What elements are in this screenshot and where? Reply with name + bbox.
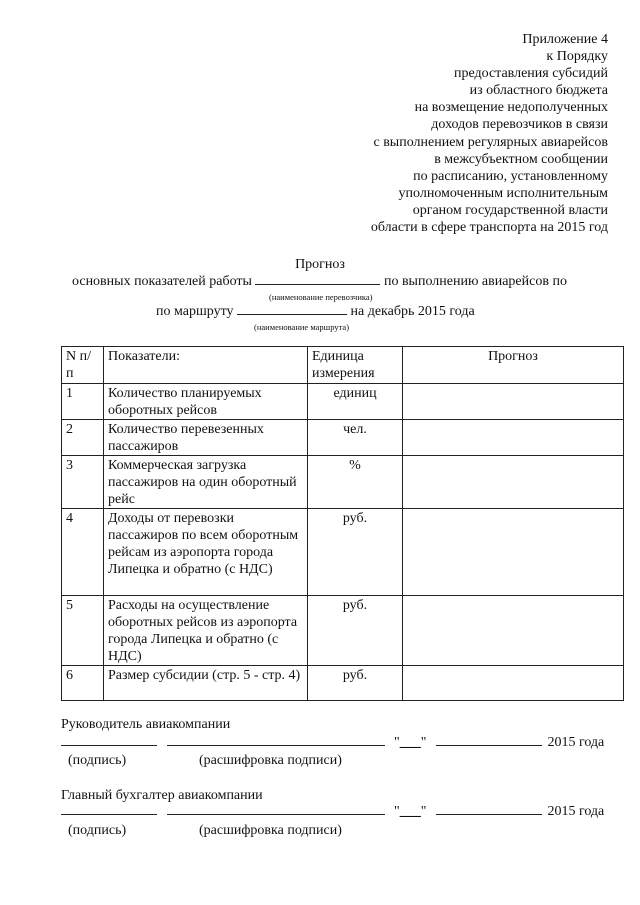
route-hint: (наименование маршрута) (254, 322, 350, 332)
row-indicator: Количество перевезенных пассажиров (104, 420, 308, 456)
row-unit: руб. (308, 596, 403, 666)
header-unit-label: Единица измерения (312, 349, 375, 381)
row-num: 6 (62, 666, 104, 701)
header-unit (308, 347, 403, 384)
row-forecast-cell[interactable] (403, 384, 624, 420)
row-unit: руб. (308, 509, 403, 596)
header-line: предоставления субсидий (453, 66, 608, 82)
header-line: органом государственной власти (412, 202, 608, 218)
accountant-title: Главный бухгалтер авиакомпании (61, 788, 263, 803)
row-forecast-cell[interactable] (403, 456, 624, 509)
director-quote-close: " (420, 735, 427, 750)
row-unit: руб. (308, 666, 403, 701)
title-line-2-right: на декабрь 2015 года (350, 304, 475, 319)
table-row (62, 596, 624, 666)
row-num: 1 (62, 384, 104, 420)
row-unit: единиц (308, 384, 403, 420)
carrier-name-blank[interactable] (255, 283, 380, 285)
accountant-decode-blank[interactable] (167, 813, 385, 815)
header-line: уполномоченным исполнительным (398, 185, 608, 201)
accountant-quote-close: " (420, 804, 427, 819)
table-header-row (62, 347, 624, 384)
carrier-hint: (наименование перевозчика) (269, 292, 373, 302)
title-line-2 (156, 304, 475, 320)
header-line: Приложение 4 (522, 32, 608, 47)
header-num (62, 347, 104, 384)
header-line: из областного бюджета (469, 83, 608, 99)
table-row (62, 666, 624, 701)
director-decode-blank[interactable] (167, 744, 385, 746)
row-forecast-cell[interactable] (403, 509, 624, 596)
accountant-day-blank[interactable]: ___ (399, 804, 421, 819)
table-row (62, 509, 624, 596)
row-forecast-cell[interactable] (403, 666, 624, 701)
title-line-2-left: по маршруту (156, 304, 234, 319)
title-line-1 (72, 274, 567, 290)
header-indicator (104, 347, 308, 384)
header-line: области в сфере транспорта на 2015 год (370, 220, 608, 236)
header-line: доходов перевозчиков в связи (431, 117, 608, 133)
row-unit: чел. (308, 420, 403, 456)
accountant-year-text: 2015 года (547, 804, 605, 819)
title-line-1-right: по выполнению авиарейсов по (383, 274, 567, 289)
director-signature-blank[interactable] (61, 744, 157, 746)
director-signature-label: (подпись) (68, 753, 127, 768)
accountant-signature-line (61, 804, 605, 820)
row-indicator: Количество планируемых оборотных рейсов (104, 384, 308, 420)
header-line: в межсубъектном сообщении (434, 151, 608, 167)
header-forecast (403, 347, 624, 384)
header-line: к Порядку (546, 49, 608, 65)
director-title: Руководитель авиакомпании (61, 717, 231, 732)
row-indicator: Доходы от перевозки пассажиров по всем оборотным рейсам из аэропорта города Липецка и обратно (с НДС) (104, 509, 308, 596)
row-forecast-cell[interactable] (403, 420, 624, 456)
row-indicator: Расходы на осуществление оборотных рейсов из аэропорта города Липецка и обратно (с НДС) (104, 596, 308, 666)
header-line: по расписанию, установленному (413, 168, 608, 184)
appendix-header (371, 31, 608, 236)
director-month-blank[interactable] (436, 744, 542, 746)
forecast-table (61, 346, 624, 701)
accountant-month-blank[interactable] (436, 813, 542, 815)
director-day-blank[interactable]: ___ (399, 735, 421, 750)
header-line: на возмещение недополученных (414, 100, 608, 116)
director-quote-open: " (394, 735, 400, 750)
accountant-signature-label: (подпись) (68, 823, 127, 838)
row-num: 2 (62, 420, 104, 456)
row-num: 3 (62, 456, 104, 509)
director-year-text: 2015 года (547, 735, 605, 750)
director-decode-label: (расшифровка подписи) (199, 753, 342, 768)
accountant-quote-open: " (394, 804, 400, 819)
title-line-1-left: основных показателей работы (72, 274, 252, 289)
header-indicator-label: Показатели: (108, 349, 180, 364)
header-num-label: N п/п (66, 349, 91, 381)
header-forecast-label: Прогноз (488, 349, 538, 364)
row-forecast-cell[interactable] (403, 596, 624, 666)
header-line: с выполнением регулярных авиарейсов (373, 134, 608, 150)
director-signature-line (61, 735, 605, 751)
table-row (62, 456, 624, 509)
route-name-blank[interactable] (237, 313, 347, 315)
document-title: Прогноз (295, 257, 345, 272)
row-num: 4 (62, 509, 104, 596)
table-row (62, 384, 624, 420)
table-row (62, 420, 624, 456)
row-unit: % (308, 456, 403, 509)
row-num: 5 (62, 596, 104, 666)
accountant-decode-label: (расшифровка подписи) (199, 823, 342, 838)
accountant-signature-blank[interactable] (61, 813, 157, 815)
row-indicator: Размер субсидии (стр. 5 - стр. 4) (104, 666, 308, 701)
row-indicator: Коммерческая загрузка пассажиров на один оборотный рейс (104, 456, 308, 509)
